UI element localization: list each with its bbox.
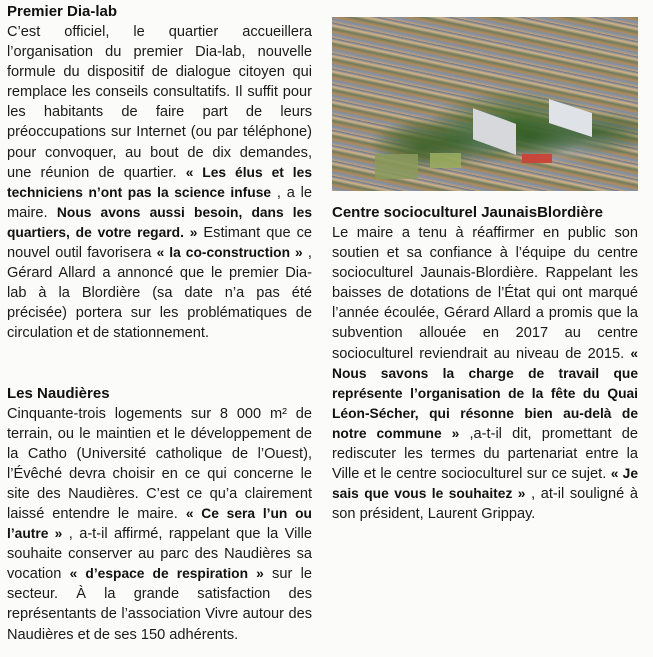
aerial-photo xyxy=(332,17,638,191)
quote: Nous avons aussi besoin, dans les quartiers, de votre regard. » xyxy=(7,204,312,240)
quote: « la co-construction » xyxy=(156,245,303,261)
quote: « d’espace de respiration » xyxy=(69,566,264,582)
right-column xyxy=(332,17,638,524)
photo-field xyxy=(430,153,461,169)
photo-building-red-roof xyxy=(522,154,553,163)
section-body xyxy=(7,22,312,344)
body-text: sur le secteur. À la grande satisfaction des représentants de l’association Vivre autour des Naudières et de ses 150 adhérents. xyxy=(7,566,312,643)
body-text: ,a-t-il dit, promettant de rediscuter les termes du partenariat entre la Ville et le centre socioculturel sur ce sujet. xyxy=(332,425,638,483)
quote: « Je sais que vous le souhaitez » xyxy=(332,466,638,502)
body-text: Cinquante-trois logements sur 8 000 m² de terrain, ou le maintien et le développement de la Catho (Université catholique de l’Ouest), l’Évêché devra choisir en ce qui concerne le site des Naudières. C’est ce qu’a clairement laissé entendre le maire. xyxy=(7,405,312,522)
left-column xyxy=(7,2,312,645)
section-les-naudieres xyxy=(7,384,312,645)
body-text: , a le maire. xyxy=(7,184,312,221)
section-centre-socioculturel xyxy=(332,203,638,524)
body-text: Le maire a tenu à réaffirmer en public son soutien et sa confiance à l’équipe du centre socioculturel Jaunais-Blordière. Rappelant les baisses de dotations de l’État qui ont marqué l’année écoulée, Gérard Allard a promis que la subvention allouée en 2017 au centre socioculturel reviendrait au niveau de 2015. xyxy=(332,225,638,362)
body-text: Estimant que ce nouvel outil favorisera xyxy=(7,224,313,262)
section-spacer xyxy=(7,344,312,384)
body-text: , at-il souligné à son président, Laurent Grippay. xyxy=(332,486,638,523)
quote: « Nous savons la charge de travail que représente l’organisation de la fête du Quai Léon-Sécher, qui résonne bien au-delà de notre commune » xyxy=(332,345,638,441)
body-text: C’est officiel, le quartier accueillera l’organisation du premier Dia-lab, nouvelle formule du dispositif de dialogue citoyen qui remplace les conseils consultatifs. Il suffit pour les habitants de faire part de leurs préoccupations sur Internet (ou par téléphone) pour convoquer, au bout de dix demandes, une réunion de quartier. xyxy=(7,24,312,181)
body-text: , Gérard Allard a annoncé que le premier Dia-lab à la Blordière (sa date n’a pas été précisée) portera sur les problématiques de circulation et de stationnement. xyxy=(7,245,312,342)
body-text: , a-t-il affirmé, rappelant que la Ville souhaite conserver au parc des Naudières sa vocation xyxy=(7,526,312,583)
section-premier-dia-lab xyxy=(7,2,312,344)
section-body xyxy=(7,404,312,645)
quote: « Les élus et les techniciens n’ont pas la science infuse xyxy=(7,164,312,200)
section-heading: Premier Dia-lab xyxy=(7,3,118,20)
section-heading: Les Naudières xyxy=(7,384,110,402)
section-body xyxy=(332,223,638,524)
photo-field xyxy=(375,154,418,178)
section-heading: Centre socioculturel JaunaisBlordière xyxy=(332,204,603,221)
quote: « Ce sera l’un ou l’autre » xyxy=(7,505,312,542)
